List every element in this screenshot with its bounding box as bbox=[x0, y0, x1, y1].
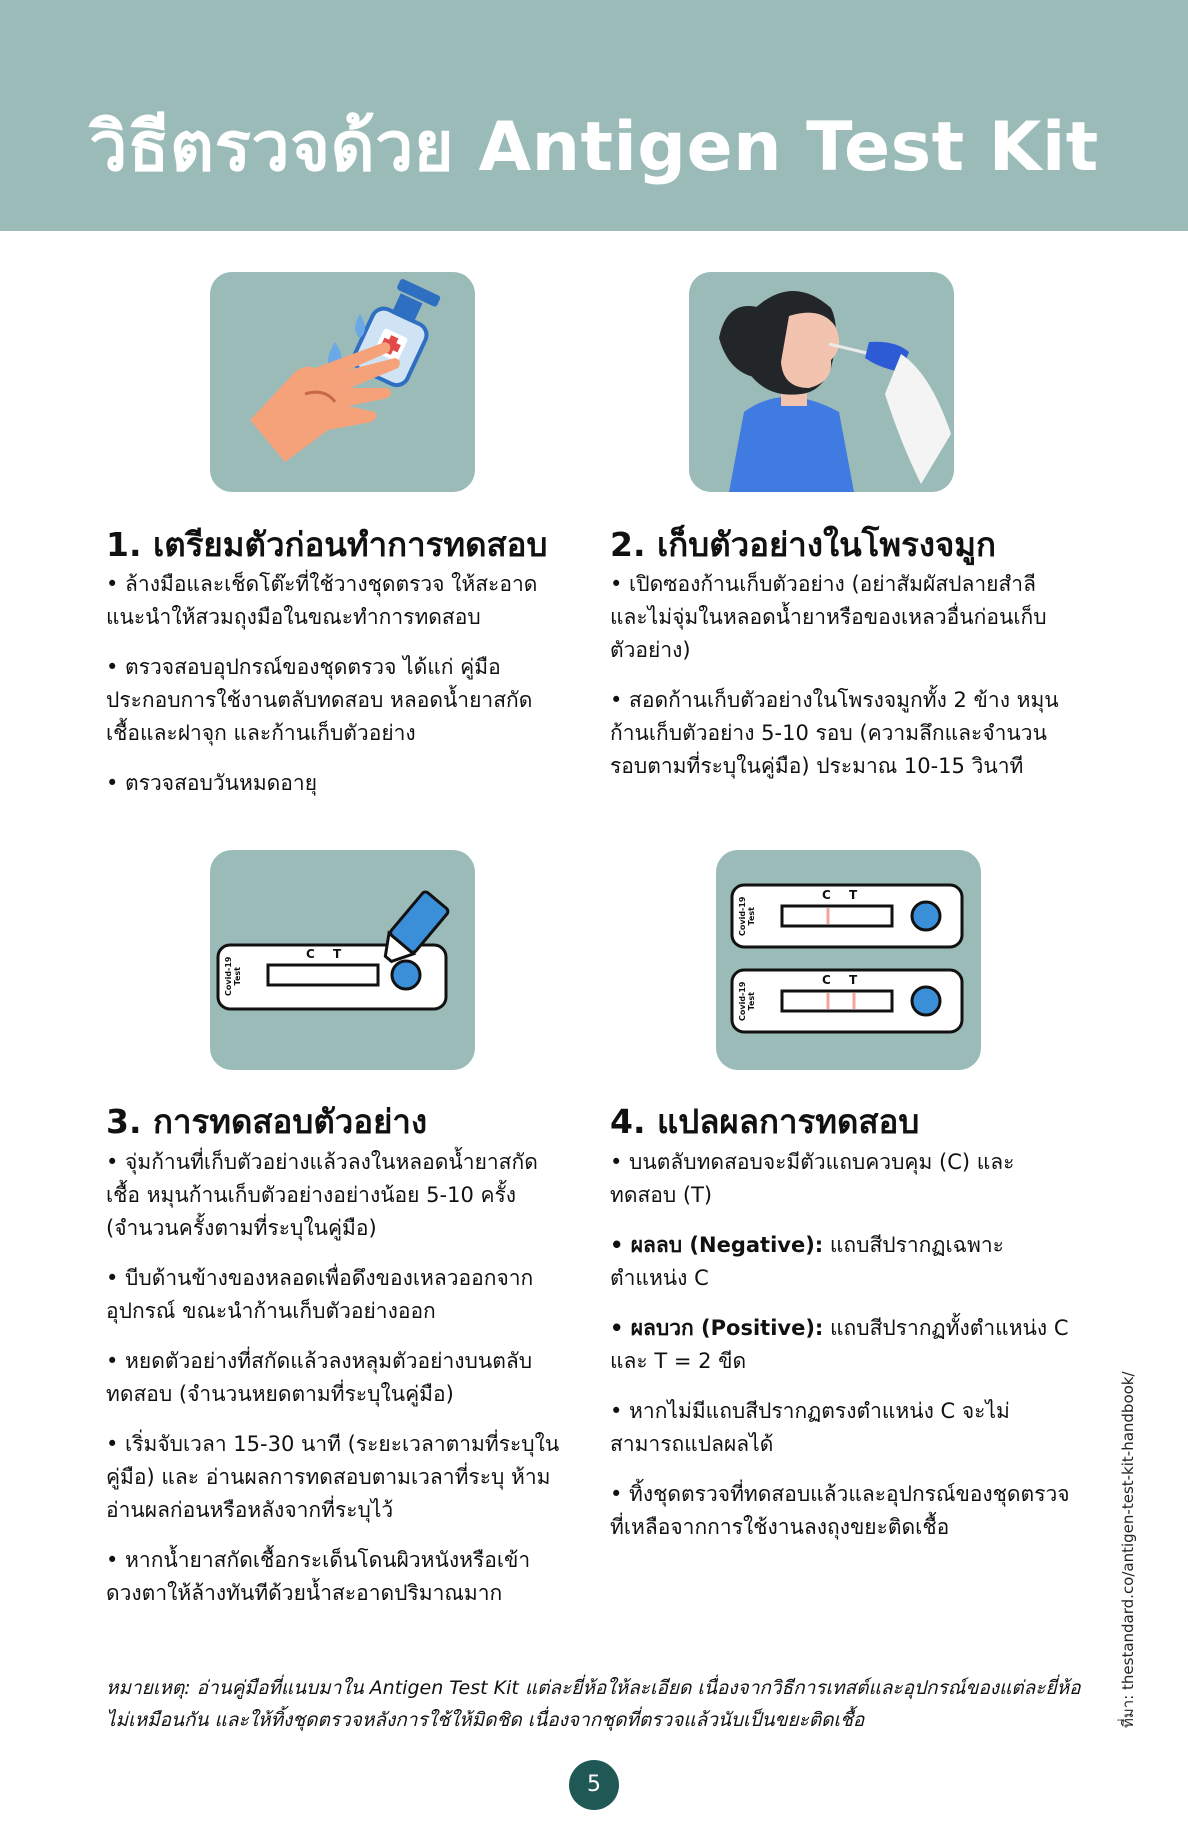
step3-bullet: • หากน้ำยาสกัดเชื้อกระเด็นโดนผิวหนังหรือเข้าดวงตาให้ล้างทันทีด้วยน้ำสะอาดปริมาณมาก bbox=[106, 1548, 531, 1605]
step4-bullet-positive bbox=[610, 1312, 1080, 1378]
cassette2-label-line2: Test bbox=[747, 992, 756, 1011]
hand-sanitizer-icon bbox=[210, 272, 475, 492]
cassette2-label-line1: Covid-19 bbox=[738, 981, 747, 1021]
step3-bullet: • เริ่มจับเวลา 15-30 นาที (ระยะเวลาตามที่ระบุในคู่มือ) และ อ่านผลการทดสอบตามเวลาที่ระบุ ห้ามอ่านผลก่อนหรือหลังจากที่ระบุไว้ bbox=[106, 1432, 560, 1522]
step2-title: 2. เก็บตัวอย่างในโพรงจมูก bbox=[610, 525, 997, 564]
cassette-label-line1: Covid-19 bbox=[224, 956, 233, 996]
cassette1-label-line1: Covid-19 bbox=[738, 896, 747, 936]
nasal-swab-icon bbox=[689, 272, 954, 492]
cassette1-label-line2: Test bbox=[747, 907, 756, 926]
step1-bullet: • ล้างมือและเช็ดโต๊ะที่ใช้วางชุดตรวจ ให้สะอาด แนะนำให้สวมถุงมือในขณะทำการทดสอบ bbox=[106, 572, 538, 629]
cassette1-t-mark: T bbox=[849, 888, 858, 902]
step4-bullet-intro: • บนตลับทดสอบจะมีตัวแถบควบคุม (C) และทดสอบ (T) bbox=[610, 1150, 1015, 1207]
step1-title: 1. เตรียมตัวก่อนทำการทดสอบ bbox=[106, 525, 548, 564]
step3-bullet: • จุ่มก้านที่เก็บตัวอย่างแล้วลงในหลอดน้ำยาสกัดเชื้อ หมุนก้านเก็บตัวอย่างอย่างน้อย 5-10 ครั้ง (จำนวนครั้งตามที่ระบุในคู่มือ) bbox=[106, 1150, 538, 1240]
positive-text: แถบสีปรากฏทั้งตำแหน่ง C และ T = 2 ขีด bbox=[610, 1316, 1069, 1373]
cassette-label bbox=[224, 956, 242, 996]
step3-bullet-list bbox=[106, 1146, 561, 1627]
cassette-label-line2: Test bbox=[233, 967, 242, 986]
step1-bullet: • ตรวจสอบวันหมดอายุ bbox=[106, 771, 318, 795]
hand-sanitizer-illustration bbox=[210, 272, 475, 492]
source-link[interactable]: ที่มา: thestandard.co/antigen-test-kit-handbook/ bbox=[1119, 1371, 1137, 1728]
step2-bullet: • สอดก้านเก็บตัวอย่างในโพรงจมูกทั้ง 2 ข้าง หมุนก้านเก็บตัวอย่าง 5-10 รอบ (ความลึกและจำนวนรอบตามที่ระบุในคู่มือ) ประมาณ 10-15 วินาที bbox=[610, 688, 1059, 778]
step3-title: 3. การทดสอบตัวอย่าง bbox=[106, 1102, 428, 1141]
test-drop-illustration bbox=[210, 850, 475, 1070]
step4-bullet-invalid: • หากไม่มีแถบสีปรากฏตรงตำแหน่ง C จะไม่สามารถแปลผลได้ bbox=[610, 1399, 1010, 1456]
cassette2-label bbox=[738, 981, 756, 1021]
test-cassette-drop-icon bbox=[210, 850, 475, 1070]
step3-bullet: • หยดตัวอย่างที่สกัดแล้วลงหลุมตัวอย่างบนตลับทดสอบ (จำนวนหยดตามที่ระบุในคู่มือ) bbox=[106, 1349, 533, 1406]
step1-bullet: • ตรวจสอบอุปกรณ์ของชุดตรวจ ได้แก่ คู่มือ ประกอบการใช้งานตลับทดสอบ หลอดน้ำยาสกัดเชื้อและฝาจุก และก้านเก็บตัวอย่าง bbox=[106, 655, 533, 745]
test-result-cassettes-icon bbox=[716, 850, 981, 1070]
footnote: หมายเหตุ: อ่านคู่มือที่แนบมาใน Antigen Test Kit แต่ละยี่ห้อให้ละเอียด เนื่องจากวิธีการเทสต์และอุปกรณ์ของแต่ละยี่ห้อไม่เหมือนกัน และให้ทิ้งชุดตรวจหลังการใช้ให้มิดชิด เนื่องจากชุดที่ตรวจแล้วนับเป็นขยะติดเชื้อ bbox=[106, 1677, 1081, 1731]
cassette1-label bbox=[738, 896, 756, 936]
step4-bullet-negative bbox=[610, 1229, 1080, 1295]
step2-bullet: • เปิดซองก้านเก็บตัวอย่าง (อย่าสัมผัสปลายสำลีและไม่จุ่มในหลอดน้ำยาหรือของเหลวอื่นก่อนเก็บตัวอย่าง) bbox=[610, 572, 1047, 662]
test-result-illustration bbox=[716, 850, 981, 1070]
step3-bullet: • บีบด้านข้างของหลอดเพื่อดึงของเหลวออกจากอุปกรณ์ ขณะนำก้านเก็บตัวอย่างออก bbox=[106, 1266, 534, 1323]
step1-bullet-list bbox=[106, 568, 561, 817]
page-number-badge: 5 bbox=[569, 1760, 619, 1810]
step4-bullet-list bbox=[610, 1146, 1080, 1561]
nasal-swab-illustration bbox=[689, 272, 954, 492]
header-banner bbox=[0, 0, 1188, 231]
page-title: วิธีตรวจด้วย Antigen Test Kit bbox=[89, 108, 1099, 187]
positive-label: • ผลบวก (Positive): bbox=[610, 1316, 824, 1340]
cassette-t-mark: T bbox=[333, 947, 342, 961]
cassette2-t-mark: T bbox=[849, 973, 858, 987]
cassette-c-mark: C bbox=[306, 947, 315, 961]
cassette1-c-mark: C bbox=[822, 888, 831, 902]
negative-text: แถบสีปรากฏเฉพาะตำแหน่ง C bbox=[610, 1233, 1004, 1290]
negative-label: • ผลลบ (Negative): bbox=[610, 1233, 824, 1257]
step2-bullet-list bbox=[610, 568, 1070, 800]
step4-title: 4. แปลผลการทดสอบ bbox=[610, 1102, 920, 1141]
cassette2-c-mark: C bbox=[822, 973, 831, 987]
step4-bullet-dispose: • ทิ้งชุดตรวจที่ทดสอบแล้วและอุปกรณ์ของชุดตรวจที่เหลือจากการใช้งานลงถุงขยะติดเชื้อ bbox=[610, 1482, 1070, 1539]
